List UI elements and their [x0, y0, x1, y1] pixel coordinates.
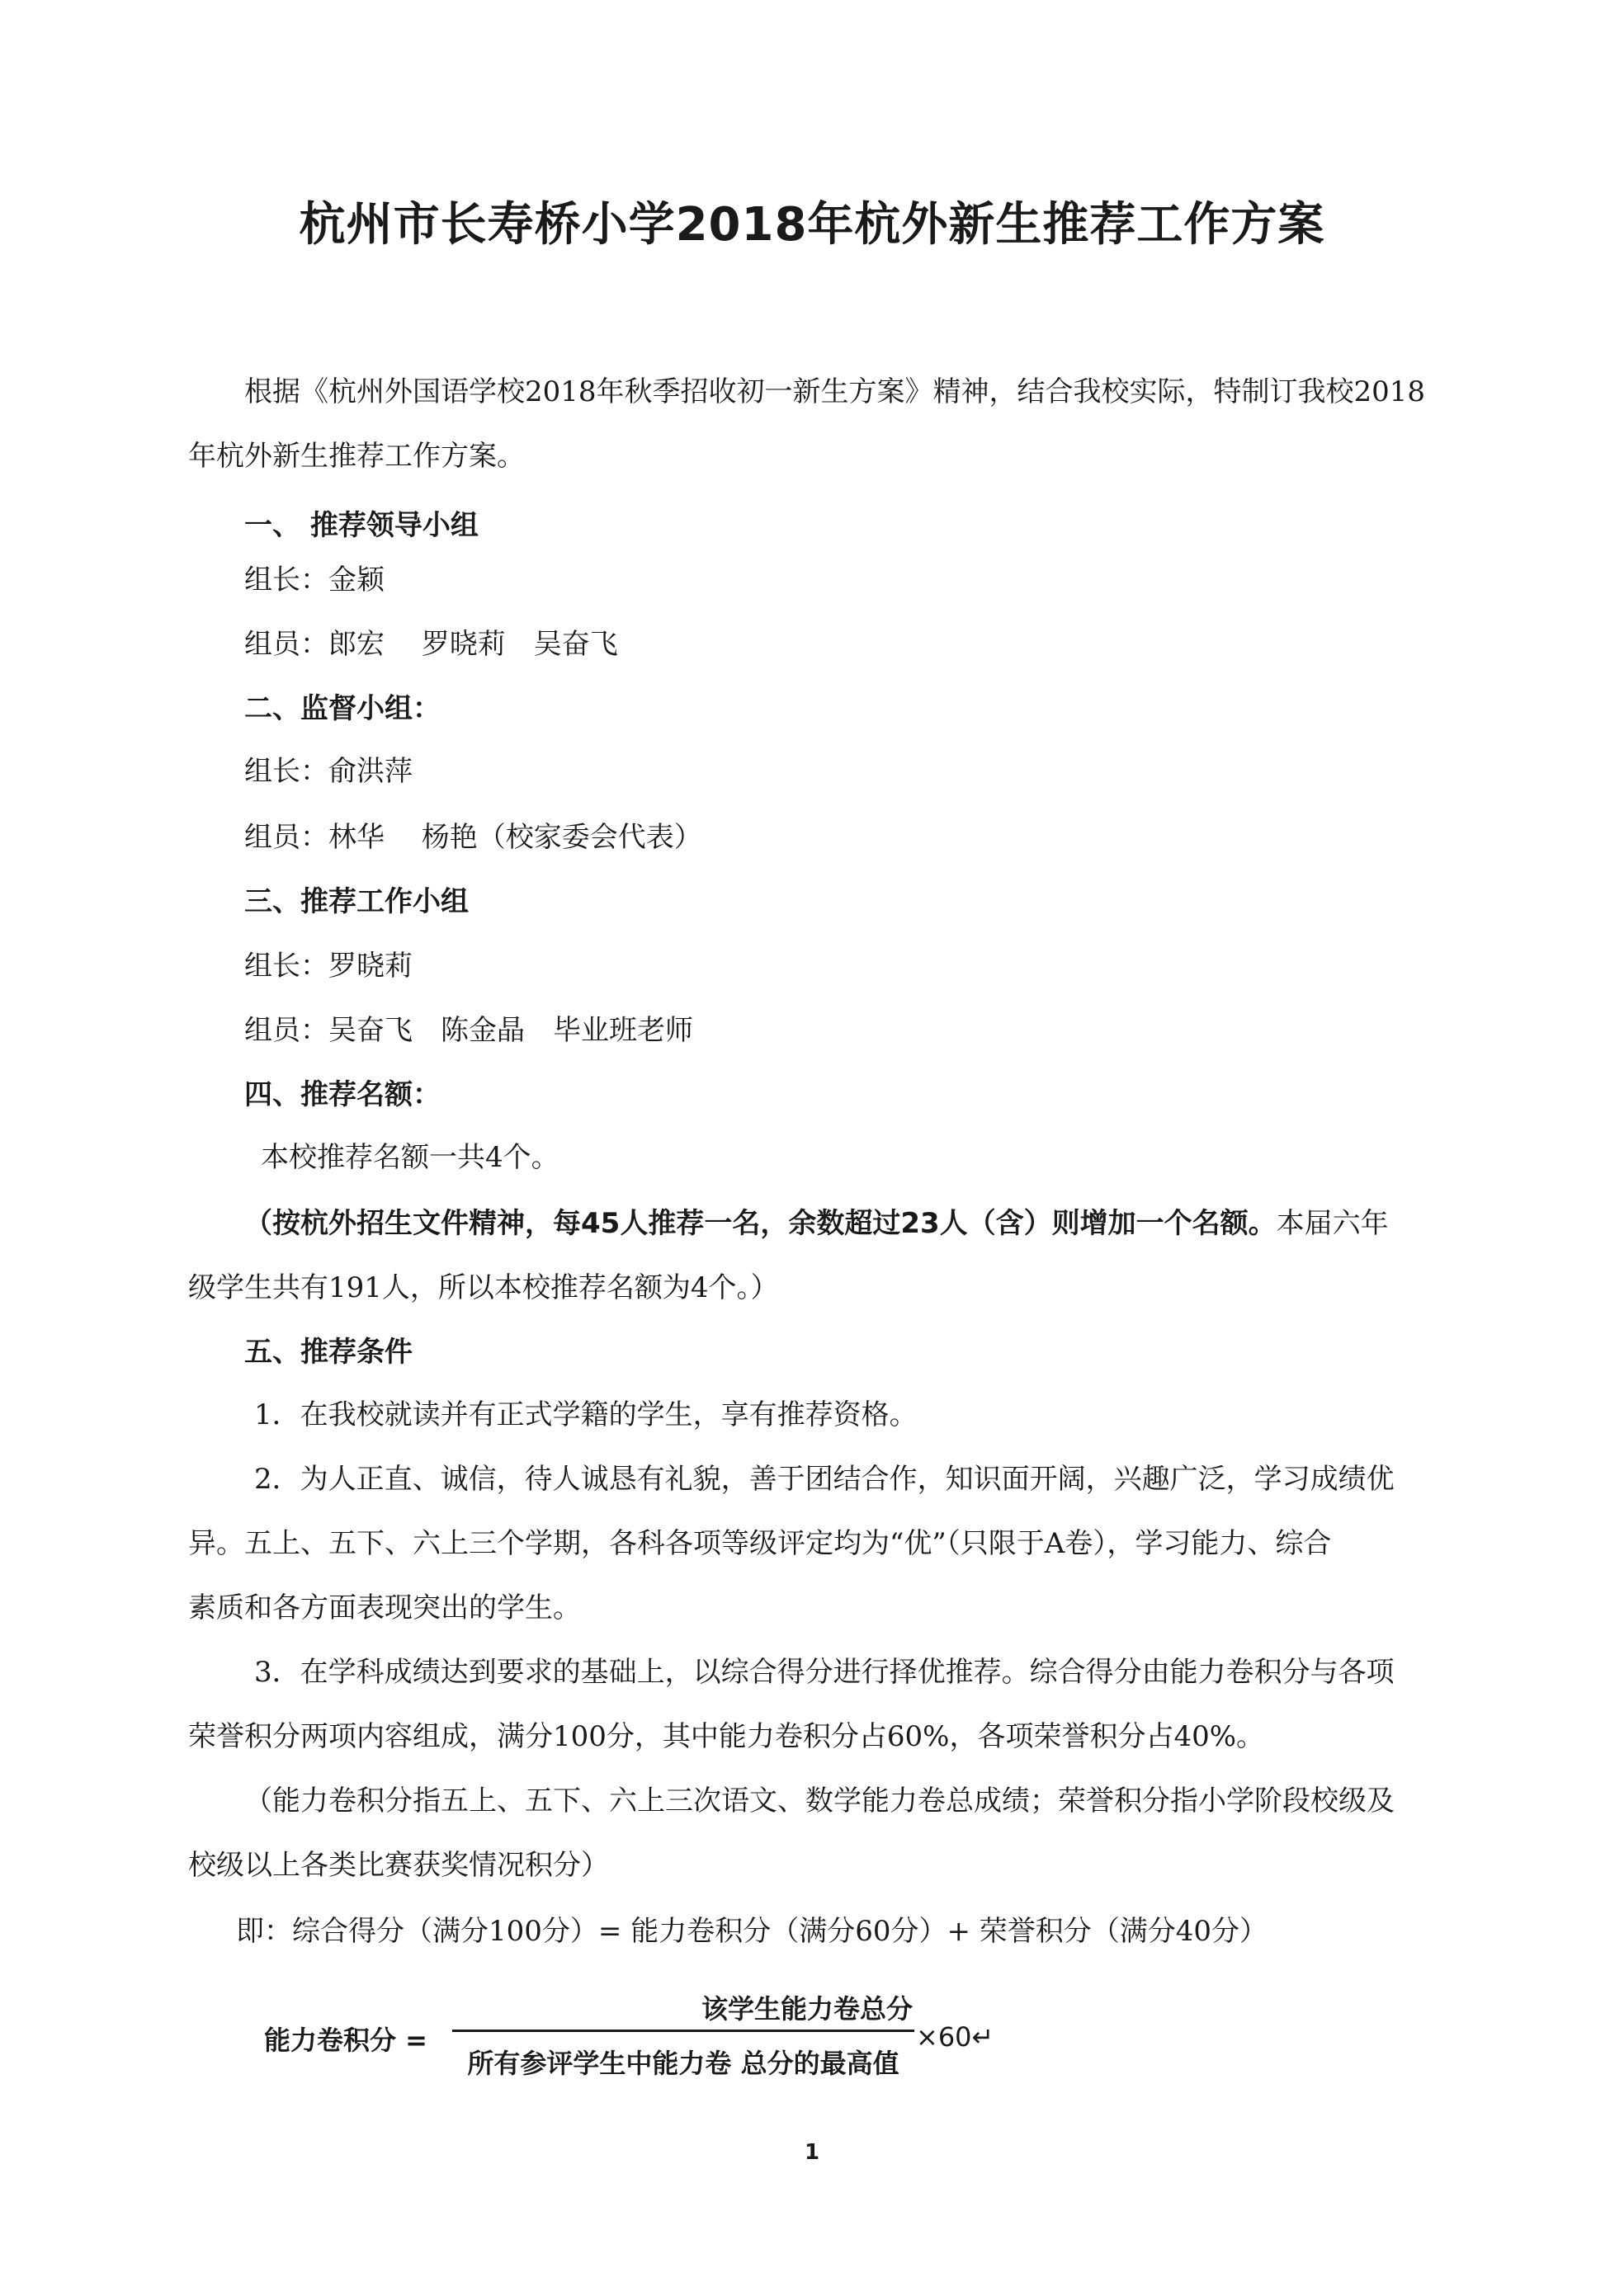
intro-paragraph-line-1: 根据《杭州外国语学校2018年秋季招收初一新生方案》精神，结合我校实际，特制订我校2018 [244, 375, 1426, 408]
section-4-heading: 四、推荐名额： [244, 1078, 441, 1111]
section-4-quota: 本校推荐名额一共4个。 [261, 1141, 559, 1174]
condition-3-line-1: 3．在学科成绩达到要求的基础上，以综合得分进行择优推荐。综合得分由能力卷积分与各项 [254, 1656, 1395, 1689]
formula-multiplier: ×60↵ [916, 2021, 994, 2053]
formula-denominator: 所有参评学生中能力卷 总分的最高值 [467, 2048, 899, 2079]
ability-score-formula [264, 1988, 1007, 2087]
condition-2-line-2: 异。五上、五下、六上三个学期，各科各项等级评定均为“优”（只限于A卷），学习能力、综合 [188, 1527, 1332, 1560]
section-5-heading: 五、推荐条件 [244, 1336, 413, 1369]
section-3-heading: 三、推荐工作小组 [244, 885, 469, 918]
document-title: 杭州市长寿桥小学2018年杭外新生推荐工作方案 [299, 198, 1325, 252]
section-4-note-bold: （按杭外招生文件精神，每45人推荐一名，余数超过23人（含）则增加一个名额。 [244, 1207, 1277, 1240]
formula-label: 能力卷积分 = [264, 2025, 427, 2056]
condition-2-line-1: 2．为人正直、诚信，待人诚恳有礼貌，善于团结合作，知识面开阔，兴趣广泛，学习成绩优 [254, 1463, 1395, 1496]
section-2-members: 组员：林华 杨艳（校家委会代表） [244, 821, 702, 854]
section-1-members: 组员：郎宏 罗晓莉 吴奋飞 [244, 628, 618, 661]
section-2-heading: 二、监督小组： [244, 692, 441, 725]
condition-1: 1．在我校就读并有正式学籍的学生，享有推荐资格。 [254, 1398, 918, 1431]
condition-3-note-line-2: 校级以上各类比赛获奖情况积分） [188, 1849, 609, 1882]
fraction-bar [452, 2030, 914, 2032]
section-1-heading: 一、 推荐领导小组 [244, 509, 479, 542]
page-number: 1 [804, 2140, 820, 2165]
section-4-note-rest: 本届六年 [1276, 1207, 1389, 1240]
condition-2-line-3: 素质和各方面表现突出的学生。 [188, 1591, 581, 1624]
condition-3-line-2: 荣誉积分两项内容组成，满分100分，其中能力卷积分占60%，各项荣誉积分占40%。 [188, 1720, 1265, 1753]
formula-line: 即：综合得分（满分100分）= 能力卷积分（满分60分）+ 荣誉积分（满分40分） [236, 1915, 1268, 1948]
section-3-members: 组员：吴奋飞 陈金晶 毕业班老师 [244, 1014, 693, 1047]
section-1-leader: 组长：金颖 [244, 563, 385, 596]
section-4-note-line-1 [244, 1209, 1389, 1238]
formula-numerator: 该学生能力卷总分 [701, 1993, 913, 2025]
section-3-leader: 组长：罗晓莉 [244, 950, 413, 983]
section-4-note-line-2: 级学生共有191人，所以本校推荐名额为4个。） [188, 1271, 779, 1304]
section-2-leader: 组长：俞洪萍 [244, 755, 413, 788]
condition-3-note-line-1: （能力卷积分指五上、五下、六上三次语文、数学能力卷总成绩；荣誉积分指小学阶段校级及 [244, 1784, 1395, 1817]
intro-paragraph-line-2: 年杭外新生推荐工作方案。 [188, 440, 525, 473]
